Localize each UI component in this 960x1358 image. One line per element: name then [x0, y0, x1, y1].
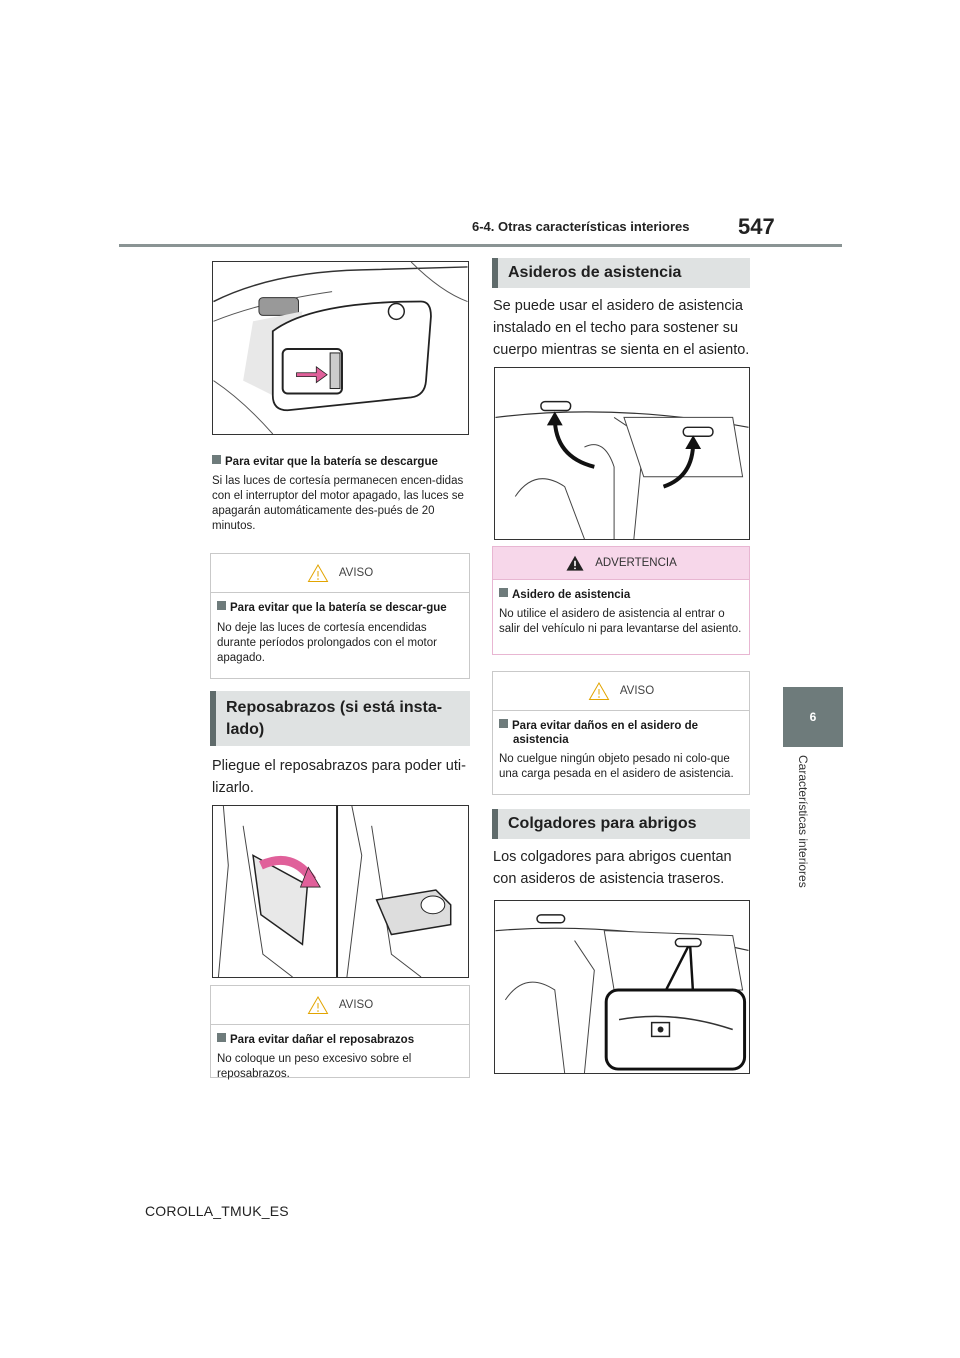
- battery-note-title: Para evitar que la batería se descargue: [225, 456, 438, 468]
- battery-note-body: Si las luces de cortesía permanecen encen-didas con el interruptor del motor apagado, las luces se apagarán automáticamente des-pués de 20 minutos.: [212, 475, 464, 532]
- sun-visor-drawing: [213, 262, 468, 434]
- assist-grip-illustration: [494, 367, 750, 540]
- advertencia-label: ADVERTENCIA: [595, 557, 677, 569]
- caution-triangle-icon: [307, 995, 329, 1015]
- sun-visor-illustration: [212, 261, 469, 435]
- aviso-label: AVISO: [338, 999, 374, 1011]
- armrest-illustration: [212, 805, 469, 978]
- coat-hook-illustration: [494, 900, 750, 1074]
- footer-doc-code: COROLLA_TMUK_ES: [145, 1203, 289, 1219]
- square-bullet-icon: [212, 455, 221, 464]
- aviso-title: Para evitar daños en el asidero de asistencia: [512, 720, 698, 746]
- aviso-header: [211, 554, 469, 593]
- advertencia-box: [492, 546, 750, 655]
- coat-hook-drawing: [495, 901, 749, 1073]
- aviso-title: Para evitar que la batería se descar-gue: [230, 602, 447, 614]
- aviso-box-armrest: [210, 985, 470, 1078]
- section-title: Colgadores para abrigos: [508, 815, 697, 832]
- advertencia-header: [493, 547, 749, 580]
- armrest-drawing: [213, 806, 468, 977]
- caution-triangle-icon: [307, 563, 329, 583]
- section-heading-reposabrazos: [210, 691, 470, 746]
- assist-grip-drawing: [495, 368, 749, 539]
- caution-triangle-icon: [588, 681, 610, 701]
- chapter-tab: 6: [783, 687, 843, 747]
- aviso-body: No coloque un peso excesivo sobre el reposabrazos.: [217, 1053, 412, 1080]
- aviso-header: [211, 986, 469, 1025]
- chapter-label: Características interiores: [796, 755, 810, 888]
- page-number: 547: [738, 214, 775, 239]
- square-bullet-icon: [217, 1033, 226, 1042]
- advertencia-body: No utilice el asidero de asistencia al entrar o salir del vehículo ni para levantarse del asiento.: [499, 608, 742, 635]
- asideros-text: Se puede usar el asidero de asistencia instalado en el techo para sostener su cuerpo mientras se sienta en el asiento.: [493, 298, 750, 358]
- square-bullet-icon: [499, 719, 508, 728]
- aviso-title: Para evitar dañar el reposabrazos: [230, 1034, 415, 1046]
- colgadores-text: Los colgadores para abrigos cuentan con asideros de asistencia traseros.: [493, 849, 732, 887]
- aviso-body: No cuelgue ningún objeto pesado ni colo-que una carga pesada en el asidero de asistencia.: [499, 753, 734, 780]
- reposabrazos-text: Pliegue el reposabrazos para poder uti-lizarlo.: [212, 758, 466, 796]
- aviso-header: [493, 672, 749, 711]
- header-section-title: 6-4. Otras características interiores: [472, 219, 690, 234]
- aviso-label: AVISO: [619, 685, 655, 697]
- aviso-box-grip: [492, 671, 750, 795]
- section-title: Reposabrazos (si está insta-lado): [226, 698, 443, 738]
- battery-note: [212, 455, 470, 534]
- aviso-box-battery: [210, 553, 470, 679]
- advertencia-title: Asidero de asistencia: [512, 589, 631, 601]
- square-bullet-icon: [499, 588, 508, 597]
- section-heading-asideros: [492, 258, 750, 288]
- aviso-body: No deje las luces de cortesía encendidas durante períodos prolongados con el motor apagado.: [217, 622, 437, 664]
- square-bullet-icon: [217, 601, 226, 610]
- warning-triangle-filled-icon: [565, 554, 585, 572]
- aviso-label: AVISO: [338, 567, 374, 579]
- section-heading-colgadores: [492, 809, 750, 839]
- section-title: Asideros de asistencia: [508, 264, 682, 281]
- header-rule: [119, 244, 842, 247]
